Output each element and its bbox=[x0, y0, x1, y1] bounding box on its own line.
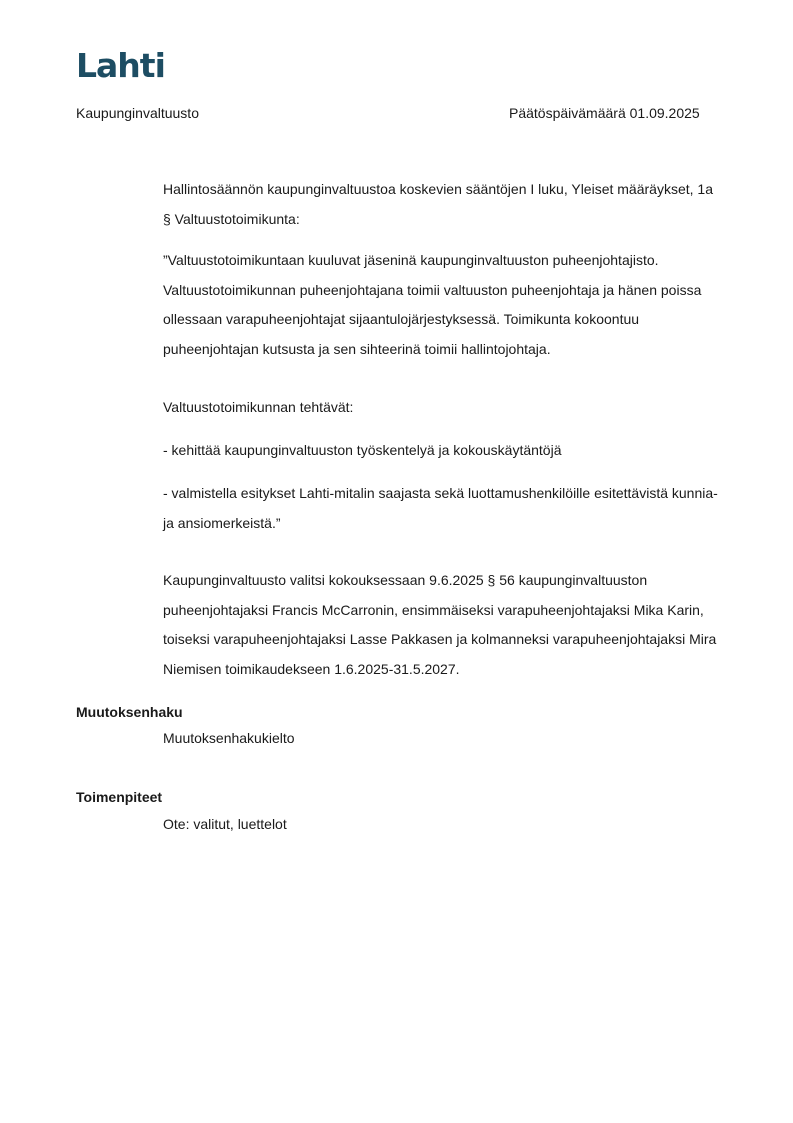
actions-value: Ote: valitut, luettelot bbox=[163, 816, 287, 832]
paragraph-quote bbox=[163, 246, 723, 364]
lahti-logo bbox=[76, 46, 168, 82]
paragraph-rule-reference bbox=[163, 175, 723, 234]
paragraph-tasks-heading bbox=[163, 393, 723, 423]
paragraph-election bbox=[163, 566, 723, 684]
paragraph-text: - kehittää kaupunginvaltuuston työskentelyä ja kokouskäytäntöjä bbox=[163, 442, 562, 458]
appeal-heading: Muutoksenhaku bbox=[76, 704, 183, 720]
paragraph-task-1 bbox=[163, 436, 723, 466]
paragraph-text: Valtuustotoimikunnan tehtävät: bbox=[163, 399, 354, 415]
svg-text:Lahti: Lahti bbox=[76, 46, 165, 82]
paragraph-text: ”Valtuustotoimikuntaan kuuluvat jäseninä kaupunginvaltuuston puheenjohtajisto. Valtuustotoimikunnan puheenjohtajana toimii valtuuston puheenjohtaja ja hänen poissa ollessaan varapuheenjohtajat sijaantulojärjestyksessä. Toimikunta kokoontuu puheenjohtajan kutsusta ja sen sihteerinä toimii hallintojohtaja. bbox=[163, 252, 702, 357]
paragraph-text: Kaupunginvaltuusto valitsi kokouksessaan 9.6.2025 § 56 kaupunginvaltuuston puheenjohtajaksi Francis McCarronin, ensimmäiseksi varapuheenjohtajaksi Mika Karin, toiseksi varapuheenjohtajaksi Lasse Pakkasen ja kolmanneksi varapuheenjohtajaksi Mira Niemisen toimikaudekseen 1.6.2025-31.5.2027. bbox=[163, 572, 717, 677]
paragraph-task-2 bbox=[163, 479, 723, 538]
paragraph-text: Hallintosäännön kaupunginvaltuustoa koskevien sääntöjen I luku, Yleiset määräykset, 1a § Valtuustotoimikunta: bbox=[163, 181, 713, 227]
actions-heading: Toimenpiteet bbox=[76, 789, 163, 805]
body-name: Kaupunginvaltuusto bbox=[76, 105, 199, 121]
paragraph-text: - valmistella esitykset Lahti-mitalin saajasta sekä luottamushenkilöille esitettävistä kunnia- ja ansiomerkeistä.” bbox=[163, 485, 718, 531]
appeal-value: Muutoksenhakukielto bbox=[163, 730, 295, 746]
decision-date: Päätöspäivämäärä 01.09.2025 bbox=[509, 105, 700, 121]
